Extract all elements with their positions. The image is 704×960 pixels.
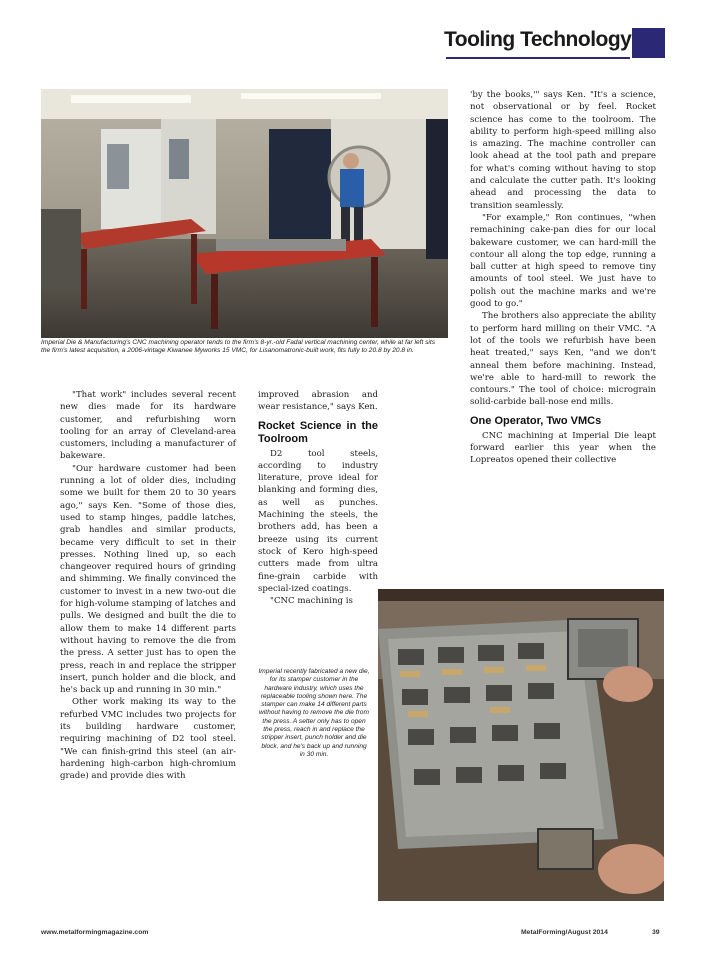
section-header: [444, 28, 631, 52]
section-title: Tooling Technology: [444, 28, 632, 51]
paragraph: Other work making its way to the refurbed VMC includes two projects for its building hardware customer, requiring machining of D2 tool steel. "We can finish-grind this steel (an air-hardening high-carbon high-chromium grade) and provide dies with: [60, 697, 236, 782]
machine-shop-photo: [41, 89, 448, 338]
paragraph: D2 tool steels, according to industry literature, prove ideal for blanking and forming dies, as well as punches. Machining the steels, the brothers add, has been a breeze using its current stock of Kero high-speed cutters made from ultra fine-grain carbide with special-ized coatings.: [258, 448, 378, 594]
paragraph: "That work" includes several recent new dies made for its hardware customer, and refurbishing worn tooling for an array of Cleveland-area customers, including a manufacturer of bakeware.: [60, 390, 236, 462]
paragraph: 'by the books,'" says Ken. "It's a science, not observational or by feel. Rocket science has come to the toolroom. The ability to perform high-speed milling also is amazing. The machine controller can look ahead at the tool path and prepare for what's coming without having to stop and calculate the cutter path. It's looking ahead and processing the data to transition seamlessly.: [470, 90, 656, 211]
subheading: One Operator, Two VMCs: [470, 414, 602, 427]
paragraph: improved abrasion and wear resistance," says Ken.: [258, 390, 378, 413]
paragraph: "Our hardware customer had been running a lot of older dies, including some we built for them 20 to 30 years ago," says Ken. "Some of those dies, used to stamp hinges, paddle latches, grab handles and similar products, became very difficult to set in their presses. Nothing lined up, so each changeover required hours of grinding and shimming. We finally convinced the customer to invest in a new two-out die for high-volume stamping of latches and pulls. We designed and built the die to allow them to make 14 different parts without having to remove the die from the press. A setter just has to open the press, reach in and replace the stripper insert, punch holder and die block, and he's back up and running in 30 min.": [60, 463, 236, 696]
paragraph: CNC machining at Imperial Die leapt forward earlier this year when the Lopreatos opened their collective: [470, 430, 656, 466]
paragraph: "For example," Ron continues, "when remachining cake-pan dies for our local bakeware customer, we can hard-mill the contour all along the top edge, running a ball cutter at high speed to remove tiny amounts of tool steel. We just have to polish out the machine marks and we're good to go.": [470, 212, 656, 310]
photo-caption: Imperial Die & Manufacturing's CNC machining operator tends to the firm's 8-yr.-old Fadal vertical machining center, while at far left sits the firm's latest acquisition, a 2006-vintage Kiwanee Myworks 15 VMC, for Lisanomatronic-built work, fits fully to 20.8 by 20.8 in.: [41, 339, 436, 355]
footer-issue: MetalForming/August 2014: [521, 929, 608, 936]
body-column-2: [258, 389, 378, 607]
body-column-1: [60, 389, 236, 783]
footer-url: www.metalformingmagazine.com: [41, 929, 149, 936]
photo-caption: Imperial recently fabricated a new die, for its stamper customer in the hardware industry, which uses the replaceable tooling shown here. The stamper can make 14 different parts without having to remove the die from the press. A setter only has to open the press, reach in and replace the stripper insert, punch holder and die block, and he's back up and running in 30 min.: [258, 668, 370, 758]
header-rule: [446, 57, 630, 59]
subheading: Rocket Science in the Toolroom: [258, 419, 378, 445]
header-accent-block: [632, 28, 665, 58]
page-number: 39: [652, 929, 660, 936]
body-column-3: [470, 89, 656, 467]
die-tooling-photo: [378, 589, 664, 901]
paragraph: "CNC machining is: [270, 596, 353, 607]
paragraph: The brothers also appreciate the ability to perform hard milling on their VMC. "A lot of the tools we refurbish have been heat treated," says Ken, "and we don't anneal them before machining. Instead, we're able to hard-mill to rework the contours." The tool of choice: micrograin solid-carbide ball-nose end mills.: [470, 311, 656, 408]
